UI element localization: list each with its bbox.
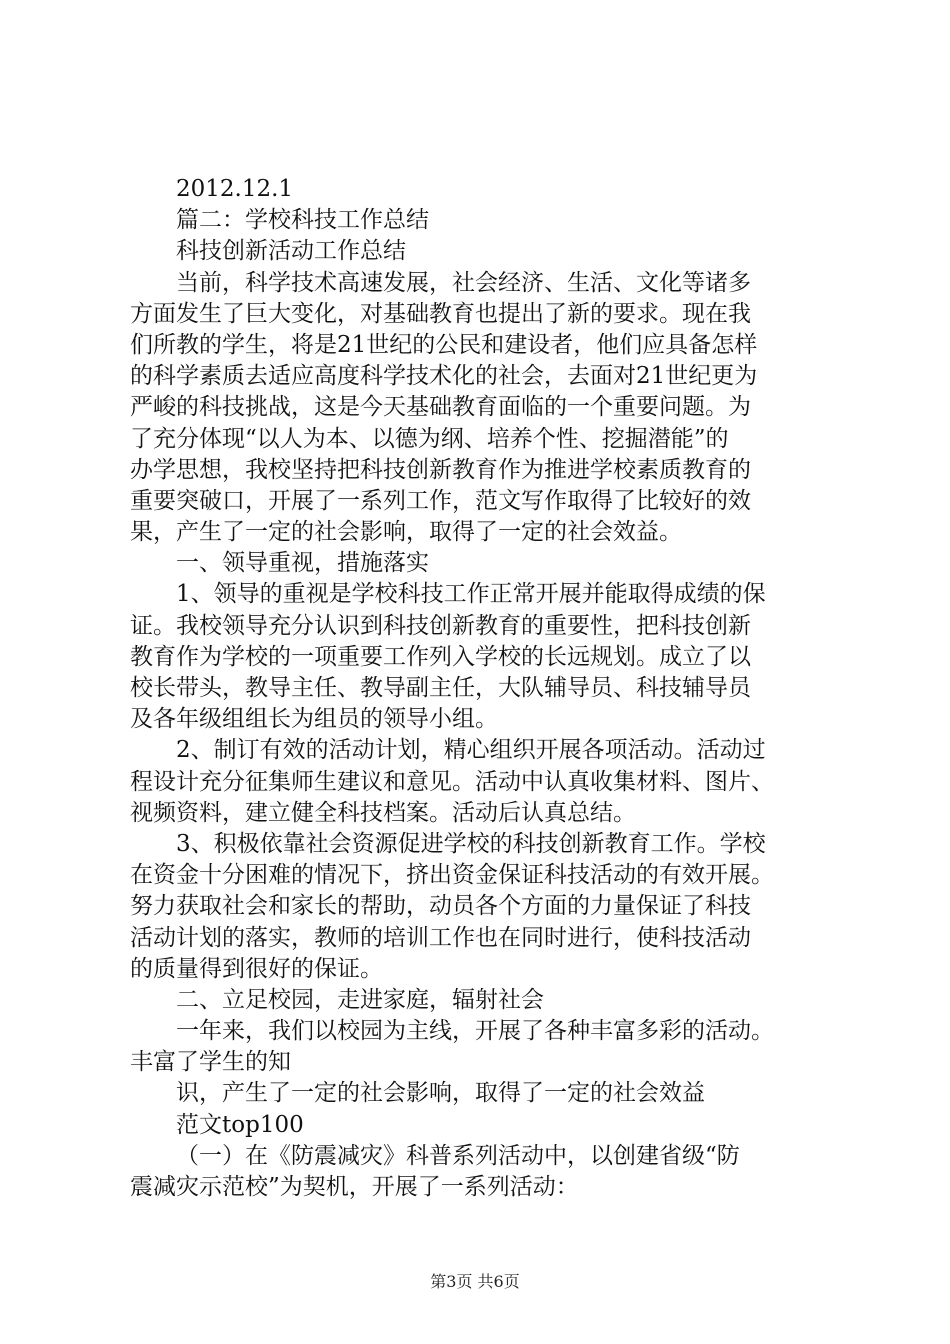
paragraph-line: 当前，科学技术高速发展，社会经济、生活、文化等诸多 (176, 269, 751, 296)
paragraph-line: 重要突破口，开展了一系列工作，范文写作取得了比较好的效 (130, 487, 751, 514)
document-body (130, 174, 830, 1203)
paragraph-line: 及各年级组组长为组员的领导小组。 (130, 706, 498, 733)
paragraph-line: 视频资料，建立健全科技档案。活动后认真总结。 (130, 799, 636, 826)
paragraph-line: 证。我校领导充分认识到科技创新教育的重要性，把科技创新 (130, 612, 751, 639)
paragraph-line: 努力获取社会和家长的帮助，动员各个方面的力量保证了科技 (130, 893, 751, 920)
page-number-footer: 第3页 共6页 (430, 1272, 520, 1291)
paragraph-line: 了充分体现“以人为本、以德为纲、培养个性、挖掘潜能”的 (130, 425, 729, 452)
paragraph-line: （一）在《防震减灾》科普系列活动中，以创建省级“防 (176, 1142, 740, 1169)
paragraph-line: 的质量得到很好的保证。 (130, 955, 383, 982)
paragraph-line: 范文top100 (176, 1111, 304, 1138)
paragraph-line: 办学思想，我校坚持把科技创新教育作为推进学校素质教育的 (130, 456, 751, 483)
paragraph-line: 果，产生了一定的社会影响，取得了一定的社会效益。 (130, 519, 682, 546)
paragraph-line: 丰富了学生的知 (130, 1049, 291, 1076)
date-line: 2012.12.1 (176, 176, 294, 202)
section-title: 篇二：学校科技工作总结 (176, 207, 429, 234)
heading-line: 一、领导重视，措施落实 (176, 550, 429, 577)
paragraph-line: 一年来，我们以校园为主线，开展了各种丰富多彩的活动。 (176, 1018, 774, 1045)
paragraph-line: 震减灾示范校”为契机，开展了一系列活动： (130, 1174, 579, 1200)
paragraph-line: 教育作为学校的一项重要工作列入学校的长远规划。成立了以 (130, 643, 751, 670)
paragraph-line: 2、制订有效的活动计划，精心组织开展各项活动。活动过 (176, 737, 766, 764)
paragraph-line: 程设计充分征集师生建议和意见。活动中认真收集材料、图片、 (130, 768, 774, 795)
heading-line: 二、立足校园，走进家庭，辐射社会 (176, 986, 544, 1013)
paragraph-line: 1、领导的重视是学校科技工作正常开展并能取得成绩的保 (176, 581, 766, 608)
paragraph-line: 方面发生了巨大变化，对基础教育也提出了新的要求。现在我 (130, 300, 751, 327)
article-title: 科技创新活动工作总结 (176, 238, 406, 265)
paragraph-line: 在资金十分困难的情况下，挤出资金保证科技活动的有效开展。 (130, 862, 774, 889)
paragraph-line: 3、积极依靠社会资源促进学校的科技创新教育工作。学校 (176, 830, 766, 857)
paragraph-line: 们所教的学生，将是21世纪的公民和建设者，他们应具备怎样 (130, 331, 758, 358)
paragraph-line: 严峻的科技挑战，这是今天基础教育面临的一个重要问题。为 (130, 394, 751, 421)
paragraph-line: 的科学素质去适应高度科学技术化的社会，去面对21世纪更为 (130, 363, 758, 390)
paragraph-line: 校长带头，教导主任、教导副主任，大队辅导员、科技辅导员 (130, 675, 751, 701)
paragraph-line: 识，产生了一定的社会影响，取得了一定的社会效益 (176, 1080, 705, 1107)
paragraph-line: 活动计划的落实，教师的培训工作也在同时进行，使科技活动 (130, 924, 751, 951)
